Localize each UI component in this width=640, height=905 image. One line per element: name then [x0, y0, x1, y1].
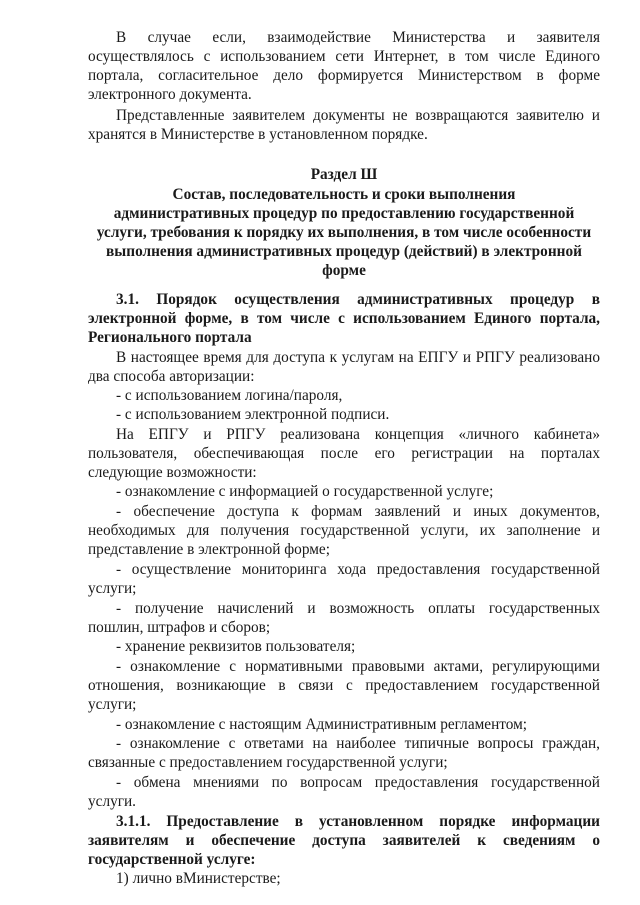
section-heading: Раздел Ш — [310, 166, 378, 183]
list-item: 1) лично вМинистерстве; — [116, 870, 281, 887]
list-item: - обмена мнениями по вопросам предоставления государственной — [116, 774, 600, 791]
paragraph-line: следующие возможности: — [88, 464, 257, 481]
paragraph-line: электронного документа. — [88, 86, 252, 103]
list-item: - обеспечение доступа к формам заявлений и иных документов, — [116, 503, 600, 520]
paragraph-line: На ЕПГУ и РПГУ реализована концепция «личного кабинета» — [116, 426, 600, 443]
paragraph-line: портала, согласительное дело формируется Министерством в форме — [88, 67, 600, 84]
section-title-line: форме — [322, 262, 366, 279]
list-item: - ознакомление с информацией о государственной услуге; — [116, 483, 494, 500]
paragraph-line: осуществлялось с использованием сети Интернет, в том числе Единого — [88, 48, 600, 65]
list-item-continuation: связанные с предоставлением государственной услуги; — [88, 754, 448, 771]
section-title-line: Состав, последовательность и сроки выполнения — [172, 186, 516, 203]
paragraph-line: хранятся в Министерстве в установленном порядке. — [88, 126, 428, 143]
list-item-continuation: услуги. — [88, 793, 137, 810]
subsection-heading-line: заявителям и обеспечение доступа заявителей к сведениям о — [88, 832, 600, 849]
section-title-line: услуги, требования к порядку их выполнения, в том числе особенности — [96, 224, 592, 241]
subsection-heading-line: электронной форме, в том числе с использованием Единого портала, — [88, 310, 600, 327]
paragraph-line: Представленные заявителем документы не возвращаются заявителю и — [116, 107, 600, 124]
list-item-continuation: необходимых для получения государственной услуги, их заполнение и — [88, 522, 600, 539]
list-item: - с использованием электронной подписи. — [116, 406, 390, 423]
list-item: - ознакомление с нормативными правовыми актами, регулирующими — [116, 658, 600, 675]
subsection-heading-line: Регионального портала — [88, 329, 252, 346]
section-title-line: административных процедур по предоставлению государственной — [113, 205, 575, 222]
paragraph-line: В настоящее время для доступа к услугам на ЕПГУ и РПГУ реализовано — [116, 349, 600, 366]
list-item-continuation: услуги; — [88, 696, 137, 713]
list-item: - ознакомление с настоящим Административным регламентом; — [116, 716, 528, 733]
paragraph-line: два способа авторизации: — [88, 368, 255, 385]
subsection-heading-line: государственной услуге: — [88, 851, 256, 868]
list-item: - с использованием логина/пароля, — [116, 387, 343, 404]
list-item-continuation: пошлин, штрафов и сборов; — [88, 619, 271, 636]
list-item: - ознакомление с ответами на наиболее типичные вопросы граждан, — [116, 735, 600, 752]
subsection-heading-line: 3.1. Порядок осуществления административных процедур в — [116, 291, 600, 308]
paragraph-line: пользователя, обеспечивающая после его регистрации на порталах — [88, 445, 600, 462]
paragraph-line: В случае если, взаимодействие Министерства и заявителя — [116, 29, 600, 46]
section-title-line: выполнения административных процедур (действий) в электронной — [106, 243, 582, 260]
list-item: - хранение реквизитов пользователя; — [116, 638, 356, 655]
list-item: - получение начислений и возможность оплаты государственных — [116, 600, 600, 617]
list-item-continuation: представление в электронной форме; — [88, 541, 330, 558]
list-item: - осуществление мониторинга хода предоставления государственной — [116, 561, 600, 578]
subsection-heading-line: 3.1.1. Предоставление в установленном порядке информации — [116, 813, 600, 830]
list-item-continuation: отношения, возникающие в связи с предоставлением государственной — [88, 677, 600, 694]
list-item-continuation: услуги; — [88, 580, 137, 597]
